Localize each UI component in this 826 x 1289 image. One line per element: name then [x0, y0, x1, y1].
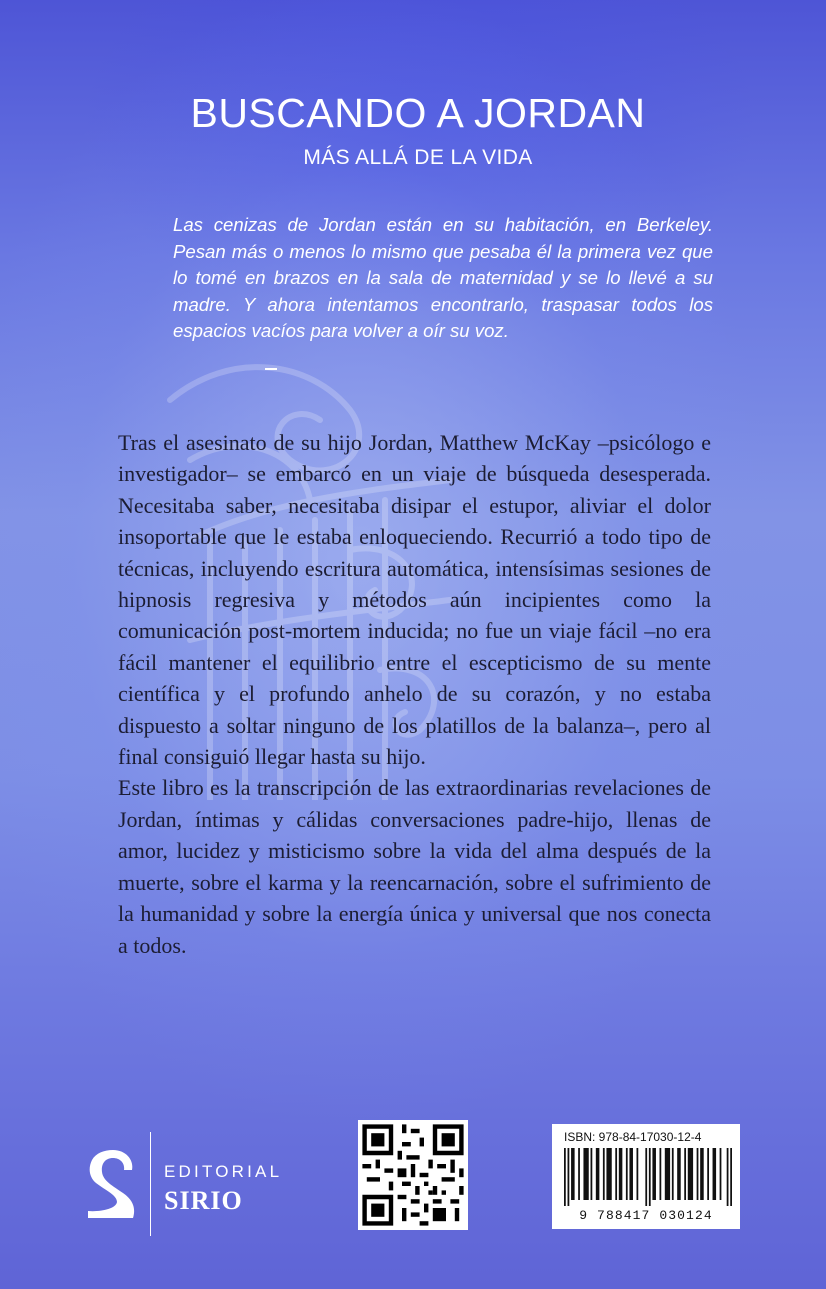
- isbn-number: ISBN: 978-84-17030-12-4: [564, 1130, 702, 1144]
- synopsis: [118, 427, 711, 961]
- pull-quote: Las cenizas de Jordan están en su habitación, en Berkeley. Pesan más o menos lo mismo que pesaba él la primera vez que lo tomé en brazos en la sala de maternidad y se lo llevé a su madre. Y ahora intentamos encontrarlo, traspasar todos los espacios vacíos para volver a oír su voz.: [173, 214, 713, 342]
- publisher-label: EDITORIAL: [164, 1162, 283, 1181]
- barcode-label: [552, 1124, 740, 1229]
- quote-dash: [265, 368, 277, 370]
- barcode-digits: 9 788417 030124: [579, 1208, 713, 1223]
- publisher-name: SIRIO: [164, 1186, 243, 1215]
- barcode-icon: [564, 1148, 732, 1206]
- book-title: BUSCANDO A JORDAN: [190, 90, 646, 136]
- book-subtitle: MÁS ALLÁ DE LA VIDA: [303, 146, 533, 169]
- synopsis-paragraph-2: Este libro es la transcripción de las extraordinarias revelaciones de Jordan, íntimas y cálidas conversaciones padre-hijo, llenas de amor, lucidez y misticismo sobre la vida del alma después de la muerte, sobre el karma y la reencarnación, sobre el sufrimiento de la humanidad y sobre la energía única y universal que nos conecta a todos.: [118, 775, 711, 958]
- qr-code-icon: [358, 1120, 468, 1230]
- logo-divider: [150, 1132, 151, 1236]
- swan-s-icon: [86, 1148, 136, 1222]
- synopsis-paragraph-1: Tras el asesinato de su hijo Jordan, Matthew McKay –psicólogo e investigador– se embarcó en un viaje de búsqueda desesperada. Necesitaba saber, necesitaba disipar el estupor, aliviar el dolor insoportable que le estaba enloqueciendo. Recurrió a todo tipo de técnicas, incluyendo escritura automática, intensísimas sesiones de hipnosis regresiva y métodos aún incipientes como la comunicación post-mortem inducida; no fue un viaje fácil –no era fácil mantener el equilibrio entre el escepticismo de su mente científica y el profundo anhelo de su corazón, y no estaba dispuesto a soltar ninguno de los platillos de la balanza–, pero al final consiguió llegar hasta su hijo.: [118, 430, 711, 770]
